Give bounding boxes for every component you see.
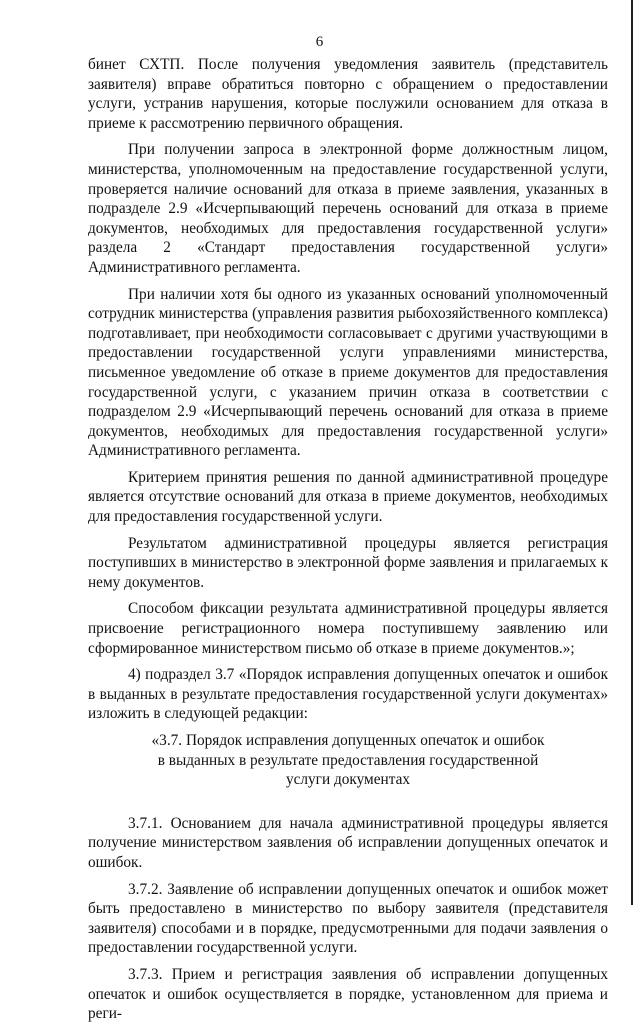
paragraph-continuation: бинет СХТП. После получения уведомления заявитель (представитель заявителя) вправе обратиться повторно с обращением о предоставлении услуги, устранив нарушения, которые послужили основанием для отказа в приеме к рассмотрению первичного обращения. [88, 56, 608, 132]
paragraph: При получении запроса в электронной форме должностным лицом, министерства, уполномоченным на предоставление государственной услуги, проверяется наличие оснований для отказа в приеме заявления, указанных в подразделе 2.9 «Исчерпывающий перечень оснований для отказа в приеме документов, необходимых для предоставления государственной услуги» раздела 2 «Стандарт предоставления государственной услуги» Административного регламента. [88, 141, 608, 276]
subsection-paragraph: 3.7.2. Заявление об исправлении допущенных опечаток и ошибок может быть предоставлено в министерство по выбору заявителя (представителя заявителя) способами и в порядке, предусмотренными для подачи заявления о предоставлении государственной услуги. [88, 880, 608, 957]
paragraph: 4) подраздел 3.7 «Порядок исправления допущенных опечаток и ошибок в выданных в результате предоставления государственной услуги документах» изложить в следующей редакции: [88, 666, 608, 723]
heading-line: услуги документах [285, 771, 411, 789]
section-heading [88, 731, 608, 790]
paragraph: Критерием принятия решения по данной административной процедуре является отсутствие оснований для отказа в приеме документов, необходимых для предоставления государственной услуги. [88, 468, 608, 526]
heading-line: в выданных в результате предоставления государственной [157, 751, 539, 769]
paragraph: При наличии хотя бы одного из указанных оснований уполномоченный сотрудник министерства (управления развития рыбохозяйственного комплекса) подготавливает, при необходимости согласовывает с другими участвующими в предоставлении государственной услуги управлениями министерства, письменное уведомление об отказе в приеме документов для предоставления государственной услуги, с указанием причин отказа в соответствии с подразделом 2.9 «Исчерпывающий перечень оснований для отказа в приеме документов, необходимых для предоставления государственной услуги» Административного регламента. [88, 285, 608, 460]
page-number: 6 [315, 34, 324, 50]
document-body [88, 55, 608, 1031]
subsection-paragraph: 3.7.3. Прием и регистрация заявления об исправлении допущенных опечаток и ошибок осуществляется в порядке, установленном для приема и реги- [88, 965, 608, 1023]
paragraph: Результатом административной процедуры является регистрация поступивших в министерство в электронной форме заявления и прилагаемых к нему документов. [88, 534, 608, 591]
heading-line: «3.7. Порядок исправления допущенных опечаток и ошибок [151, 732, 545, 749]
subsection-paragraph: 3.7.1. Основанием для начала административной процедуры является получение министерством заявления об исправлении допущенных опечаток и ошибок. [88, 814, 608, 871]
page-edge-line [631, 0, 633, 905]
paragraph: Способом фиксации результата административной процедуры является присвоение регистрационного номера поступившему заявлению или сформированное министерством письмо об отказе в приеме документов.»; [88, 600, 608, 657]
